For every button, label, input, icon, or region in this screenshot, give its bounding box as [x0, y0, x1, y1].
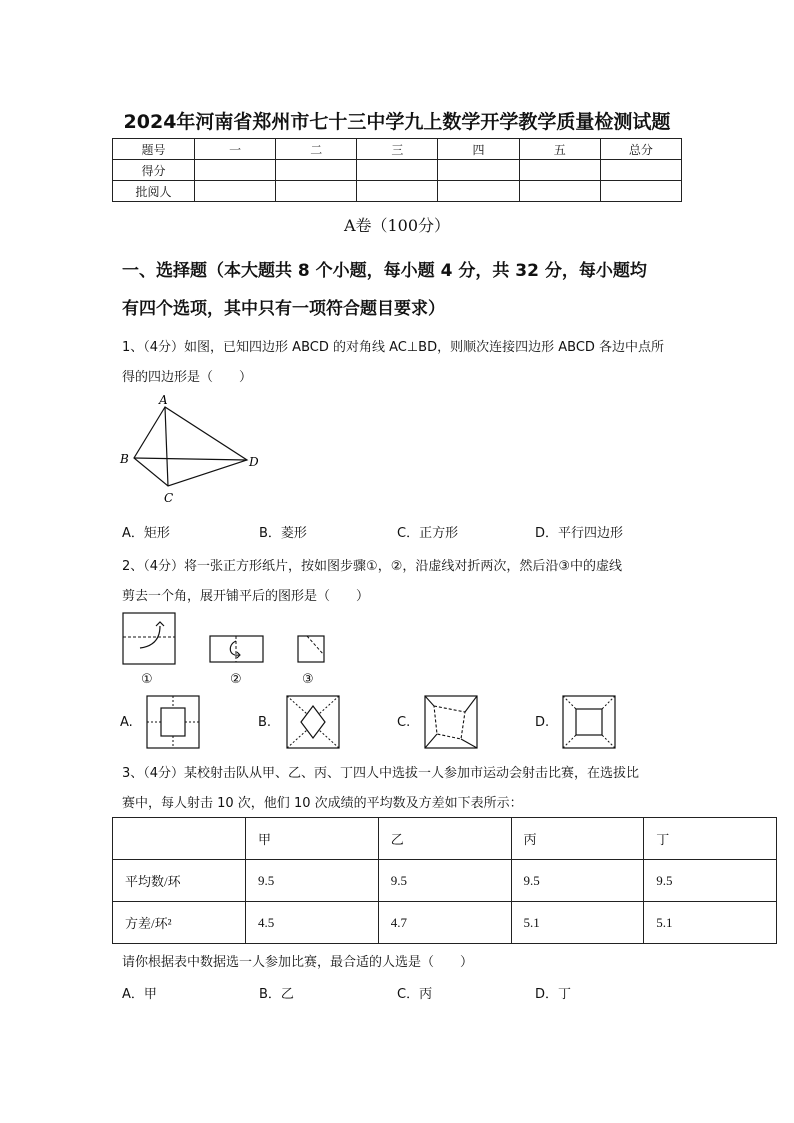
table-cell — [600, 160, 681, 181]
table-cell: 9.5 — [378, 860, 511, 902]
table-cell: 丁 — [644, 818, 777, 860]
q2-option-a-label: A. — [120, 715, 133, 730]
q2-option-c-label: C. — [397, 715, 411, 730]
table-cell: 总分 — [600, 139, 681, 160]
table-cell — [519, 181, 600, 202]
table-row — [113, 818, 777, 860]
q2-option-c-figure — [423, 694, 481, 752]
table-cell — [519, 160, 600, 181]
q2-option-d-label: D. — [535, 715, 550, 730]
table-cell: 5.1 — [644, 902, 777, 944]
table-cell — [276, 181, 357, 202]
section-a-heading: A卷（100分） — [343, 216, 451, 235]
q1-option-c: C．正方形 — [397, 526, 459, 541]
table-cell: 批阅人 — [113, 181, 195, 202]
q2-option-b-label: B. — [258, 715, 272, 730]
step1-figure — [120, 610, 180, 670]
q3-text-line1: 3、（4分）某校射击队从甲、乙、丙、丁四人中选拔一人参加市运动会射击比赛，在选拔比 — [122, 766, 640, 781]
q1-option-d: D．平行四边形 — [535, 526, 624, 541]
diagonal-bd — [134, 458, 247, 460]
table-cell: 二 — [276, 139, 357, 160]
q1-text-line2: 得的四边形是（ ） — [122, 370, 253, 385]
step3-figure — [295, 633, 330, 668]
table-cell: 9.5 — [644, 860, 777, 902]
table-cell: 平均数/环 — [113, 860, 246, 902]
q1-option-a: A．矩形 — [122, 526, 170, 541]
q3-option-d: D．丁 — [535, 987, 572, 1002]
step1-label: ① — [141, 672, 153, 687]
table-cell — [113, 818, 246, 860]
q3-option-c: C．丙 — [397, 987, 433, 1002]
part1-heading-line1: 一、选择题（本大题共 8 个小题，每小题 4 分，共 32 分，每小题均 — [122, 261, 647, 281]
score-table — [112, 138, 682, 202]
table-cell: 一 — [195, 139, 276, 160]
vertex-label-d: D — [249, 455, 259, 469]
table-cell: 五 — [519, 139, 600, 160]
vertex-label-c: C — [164, 491, 174, 505]
diagonal-ac — [165, 407, 168, 486]
part1-heading-line2: 有四个选项，其中只有一项符合题目要求） — [122, 299, 445, 319]
table-cell: 丙 — [511, 818, 644, 860]
step2-figure — [207, 633, 267, 668]
table-cell: 9.5 — [246, 860, 379, 902]
table-cell: 5.1 — [511, 902, 644, 944]
table-cell — [195, 181, 276, 202]
table-cell: 9.5 — [511, 860, 644, 902]
table-row — [113, 160, 682, 181]
table-row — [113, 860, 777, 902]
table-cell — [357, 160, 438, 181]
page-title: 2024年河南省郑州市七十三中学九上数学开学教学质量检测试题 — [123, 111, 671, 133]
q3-text-line2: 赛中，每人射击 10 次，他们 10 次成绩的平均数及方差如下表所示： — [122, 796, 523, 811]
q1-quadrilateral-figure — [112, 392, 272, 507]
q3-data-table — [112, 817, 777, 944]
table-cell: 方差/环² — [113, 902, 246, 944]
table-cell: 乙 — [378, 818, 511, 860]
table-cell: 三 — [357, 139, 438, 160]
q2-option-a-figure — [145, 694, 203, 752]
table-cell — [438, 160, 519, 181]
table-cell: 四 — [438, 139, 519, 160]
q3-option-a: A．甲 — [122, 987, 157, 1002]
q2-text-line2: 剪去一个角，展开铺平后的图形是（ ） — [122, 589, 370, 604]
table-cell — [357, 181, 438, 202]
q1-text-line1: 1、（4分）如图，已知四边形 ABCD 的对角线 AC⊥BD，则顺次连接四边形 ABCD 各边中点所 — [122, 340, 665, 355]
table-cell — [600, 181, 681, 202]
table-row — [113, 139, 682, 160]
quadrilateral-outline — [134, 407, 247, 486]
table-cell — [276, 160, 357, 181]
table-cell: 题号 — [113, 139, 195, 160]
q3-text-line3: 请你根据表中数据选一人参加比赛，最合适的人选是（ ） — [122, 955, 474, 970]
vertex-label-a: A — [159, 393, 168, 407]
vertex-label-b: B — [120, 452, 129, 466]
table-cell — [438, 181, 519, 202]
table-row — [113, 902, 777, 944]
step3-label: ③ — [302, 672, 314, 687]
q2-text-line1: 2、（4分）将一张正方形纸片，按如图步骤①，②，沿虚线对折两次，然后沿③中的虚线 — [122, 559, 623, 574]
q3-option-b: B．乙 — [259, 987, 294, 1002]
table-cell: 4.7 — [378, 902, 511, 944]
q2-option-d-figure — [561, 694, 619, 752]
step2-label: ② — [230, 672, 242, 687]
table-cell — [195, 160, 276, 181]
table-cell: 得分 — [113, 160, 195, 181]
q1-option-b: B．菱形 — [259, 526, 307, 541]
q2-option-b-figure — [285, 694, 343, 752]
table-row — [113, 181, 682, 202]
table-cell: 甲 — [246, 818, 379, 860]
table-cell: 4.5 — [246, 902, 379, 944]
